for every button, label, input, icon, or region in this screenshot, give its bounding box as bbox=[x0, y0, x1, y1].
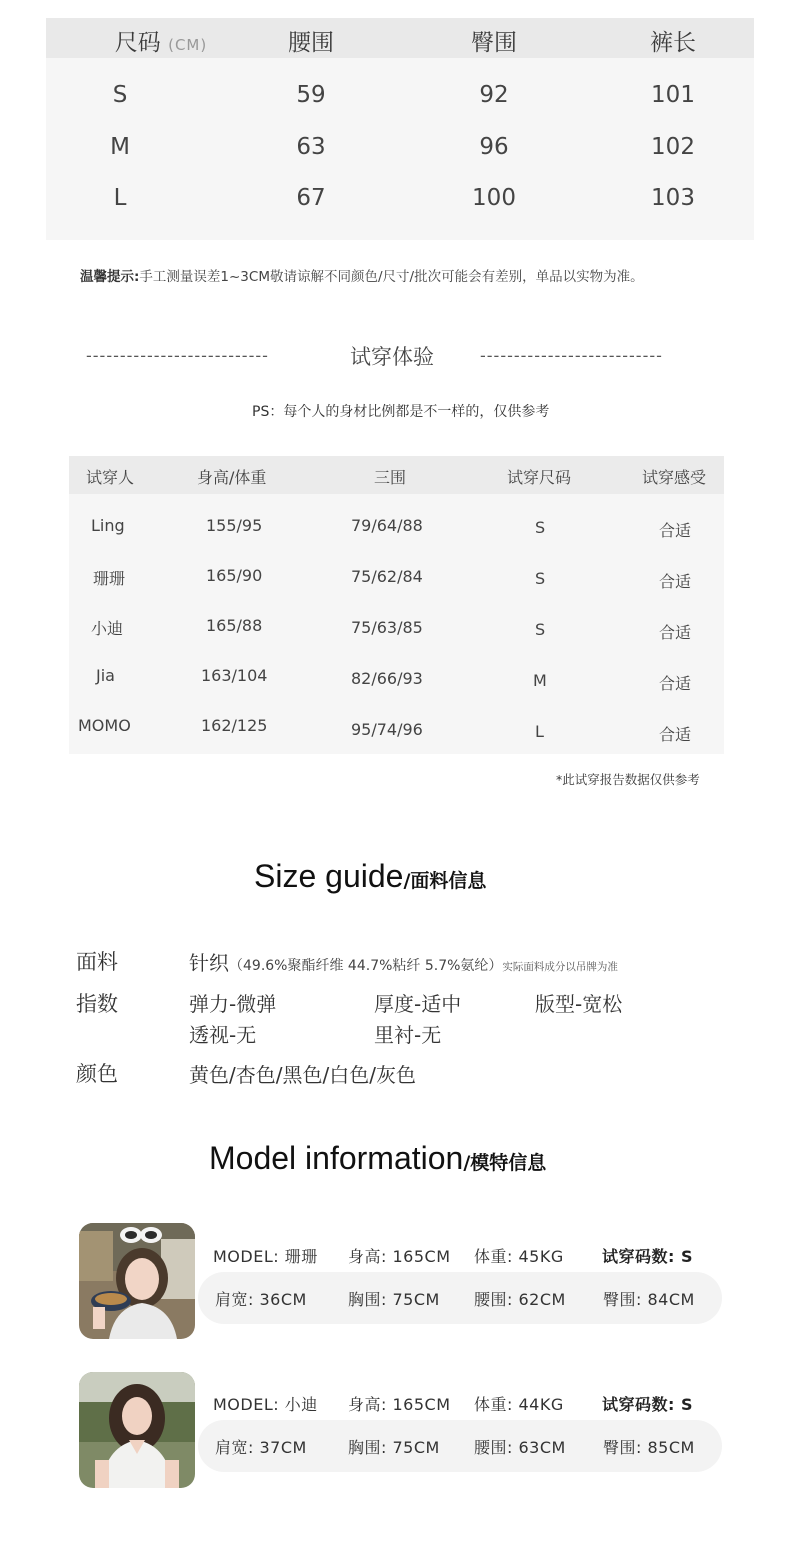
tryon-cell: 79/64/88 bbox=[351, 516, 423, 535]
tryon-cell: S bbox=[535, 569, 546, 588]
size-table bbox=[46, 18, 754, 240]
size-header-size bbox=[81, 24, 241, 57]
size-table-header bbox=[46, 18, 754, 58]
tryon-cell: 162/125 bbox=[201, 716, 268, 735]
index-item: 透视-无 bbox=[189, 1023, 257, 1047]
tryon-table-header bbox=[69, 456, 724, 494]
fabric-detail: （49.6%聚酯纤维 44.7%粘纤 5.7%氨纶） bbox=[229, 958, 503, 974]
model-photo-image bbox=[79, 1372, 195, 1488]
size-cell: 100 bbox=[472, 185, 516, 211]
tryon-header-feel: 试穿感受 bbox=[642, 468, 707, 487]
tryon-cell: 165/90 bbox=[206, 566, 263, 585]
color-value: 黄色/杏色/黑色/白色/灰色 bbox=[189, 1063, 416, 1087]
tryon-header-height-weight: 身高/体重 bbox=[197, 468, 267, 487]
tip-label: 温馨提示: bbox=[80, 269, 140, 285]
tryon-header-measurements: 三围 bbox=[374, 468, 407, 487]
model-hip: 臀围: 85CM bbox=[603, 1438, 695, 1457]
size-cell: 63 bbox=[296, 134, 326, 160]
model-info-heading: Model information bbox=[209, 1140, 464, 1176]
model-shoulder: 肩宽: 37CM bbox=[215, 1438, 307, 1457]
tip-text: 手工测量误差1~3CM敬请谅解不同颜色/尺寸/批次可能会有差别，单品以实物为准。 bbox=[139, 269, 644, 285]
model-photo bbox=[79, 1372, 195, 1488]
fabric-note: 实际面料成分以吊牌为准 bbox=[502, 961, 618, 973]
model-size: 试穿码数: S bbox=[602, 1395, 693, 1414]
tryon-cell: 165/88 bbox=[206, 616, 263, 635]
index-item: 版型-宽松 bbox=[535, 992, 623, 1016]
size-header-waist: 腰围 bbox=[288, 30, 334, 56]
tryon-cell: 小迪 bbox=[91, 619, 124, 638]
color-label: 颜色 bbox=[76, 1062, 118, 1086]
tryon-cell: 合适 bbox=[659, 674, 692, 693]
tryon-cell: Ling bbox=[91, 516, 125, 535]
model-hip: 臀围: 84CM bbox=[603, 1290, 695, 1309]
unit-label: (CM) bbox=[168, 36, 208, 54]
tryon-table bbox=[69, 456, 724, 754]
model-waist: 腰围: 63CM bbox=[474, 1438, 566, 1457]
tryon-header-size: 试穿尺码 bbox=[507, 468, 572, 487]
tryon-ps: PS：每个人的身材比例都是不一样的，仅供参考 bbox=[252, 404, 550, 420]
fabric-label: 面料 bbox=[76, 950, 118, 974]
model-info-subheading: /模特信息 bbox=[463, 1152, 547, 1174]
model-weight: 体重: 44KG bbox=[474, 1395, 564, 1414]
tryon-cell: 155/95 bbox=[206, 516, 263, 535]
size-cell: 96 bbox=[479, 134, 509, 160]
tryon-cell: 合适 bbox=[659, 623, 692, 642]
index-item: 弹力-微弹 bbox=[189, 992, 277, 1016]
tryon-cell: 82/66/93 bbox=[351, 669, 423, 688]
divider-left: --------------------------- bbox=[86, 346, 269, 365]
tryon-cell: 95/74/96 bbox=[351, 720, 423, 739]
measurement-tip bbox=[80, 265, 644, 285]
fabric-value: 针织 bbox=[189, 951, 229, 975]
tryon-cell: 75/62/84 bbox=[351, 567, 423, 586]
model-photo-image bbox=[79, 1223, 195, 1339]
model-info-title bbox=[209, 1140, 546, 1177]
tryon-header-person: 试穿人 bbox=[86, 468, 135, 487]
index-label: 指数 bbox=[76, 992, 118, 1016]
size-cell: 59 bbox=[296, 82, 326, 108]
size-guide-heading: Size guide bbox=[254, 858, 404, 894]
tryon-cell: M bbox=[533, 671, 547, 690]
size-cell: 92 bbox=[479, 82, 509, 108]
model-size: 试穿码数: S bbox=[602, 1247, 693, 1266]
index-item: 厚度-适中 bbox=[374, 992, 462, 1016]
tryon-cell: 珊珊 bbox=[93, 569, 126, 588]
tryon-cell: 75/63/85 bbox=[351, 618, 423, 637]
size-header-label: 尺码 bbox=[114, 30, 161, 56]
size-cell: 103 bbox=[651, 185, 695, 211]
tryon-cell: S bbox=[535, 620, 546, 639]
tryon-title: 试穿体验 bbox=[350, 345, 434, 369]
model-shoulder: 肩宽: 36CM bbox=[215, 1290, 307, 1309]
size-header-hip: 臀围 bbox=[471, 30, 517, 56]
size-cell: S bbox=[112, 82, 128, 108]
tryon-cell: 163/104 bbox=[201, 666, 268, 685]
tryon-note: *此试穿报告数据仅供参考 bbox=[556, 772, 700, 787]
tryon-cell: L bbox=[535, 722, 544, 741]
tryon-cell: 合适 bbox=[659, 521, 692, 540]
model-name: MODEL: 小迪 bbox=[213, 1395, 318, 1414]
model-height: 身高: 165CM bbox=[348, 1247, 451, 1266]
size-cell: M bbox=[110, 134, 130, 160]
size-cell: 101 bbox=[651, 82, 695, 108]
model-bust: 胸围: 75CM bbox=[348, 1438, 440, 1457]
tryon-cell: S bbox=[535, 518, 546, 537]
model-name: MODEL: 珊珊 bbox=[213, 1247, 318, 1266]
size-guide-subheading: /面料信息 bbox=[403, 870, 487, 892]
divider-right: --------------------------- bbox=[480, 346, 663, 365]
size-cell: 67 bbox=[296, 185, 326, 211]
fabric-value-row bbox=[189, 947, 618, 976]
model-photo bbox=[79, 1223, 195, 1339]
size-cell: 102 bbox=[651, 134, 695, 160]
model-bust: 胸围: 75CM bbox=[348, 1290, 440, 1309]
size-header-length: 裤长 bbox=[650, 30, 696, 56]
tryon-cell: 合适 bbox=[659, 725, 692, 744]
index-item: 里衬-无 bbox=[374, 1023, 442, 1047]
tryon-cell: 合适 bbox=[659, 572, 692, 591]
tryon-cell: MOMO bbox=[78, 716, 131, 735]
model-height: 身高: 165CM bbox=[348, 1395, 451, 1414]
model-weight: 体重: 45KG bbox=[474, 1247, 564, 1266]
size-cell: L bbox=[113, 185, 127, 211]
size-guide-title bbox=[254, 858, 486, 895]
tryon-cell: Jia bbox=[96, 666, 115, 685]
model-waist: 腰围: 62CM bbox=[474, 1290, 566, 1309]
